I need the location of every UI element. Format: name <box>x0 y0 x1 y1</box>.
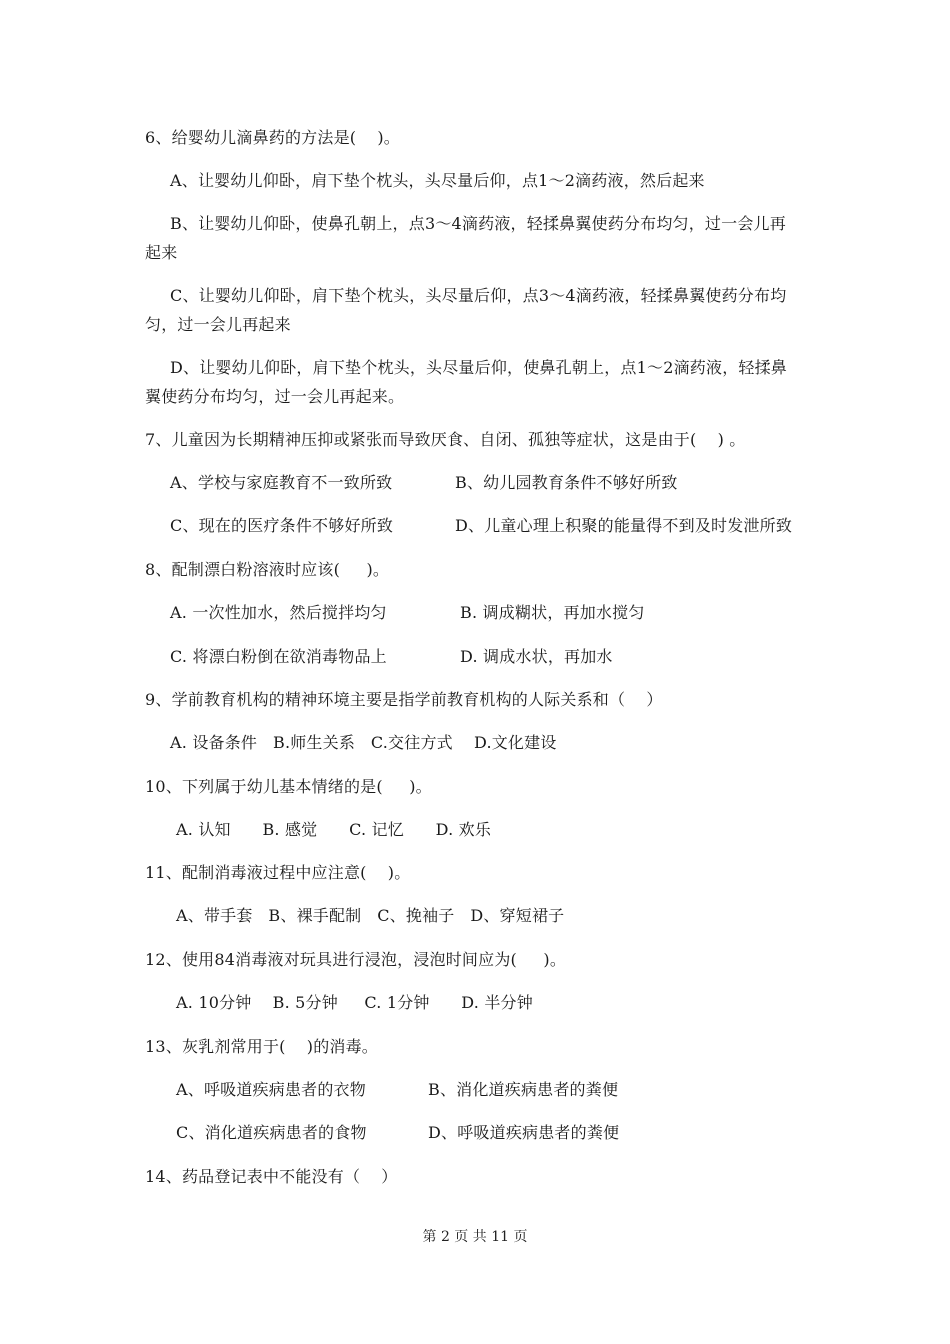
question-7-option-c: C、现在的医疗条件不够好所致 <box>170 516 394 535</box>
question-7-stem: 7、儿童因为长期精神压抑或紧张而导致厌食、自闭、孤独等症状，这是由于( ) 。 <box>145 430 746 449</box>
question-14-stem: 14、药品登记表中不能没有（ ） <box>145 1167 398 1186</box>
question-10-options: A. 认知 B. 感觉 C. 记忆 D. 欢乐 <box>176 820 492 839</box>
question-6-option-d-line1: D、让婴幼儿仰卧，肩下垫个枕头，头尽量后仰，使鼻孔朝上，点1～2滴药液，轻揉鼻 <box>170 358 787 377</box>
question-8-option-c: C. 将漂白粉倒在欲消毒物品上 <box>170 647 387 666</box>
question-13-option-a: A、呼吸道疾病患者的衣物 <box>176 1080 366 1099</box>
question-8-option-d: D. 调成水状，再加水 <box>460 647 613 666</box>
question-13-option-b: B、消化道疾病患者的粪便 <box>428 1080 619 1099</box>
question-6-option-c-line1: C、让婴幼儿仰卧，肩下垫个枕头，头尽量后仰，点3～4滴药液，轻揉鼻翼使药分布均 <box>170 286 787 305</box>
question-6-option-b-line1: B、让婴幼儿仰卧，使鼻孔朝上，点3～4滴药液，轻揉鼻翼使药分布均匀，过一会儿再 <box>170 214 786 233</box>
question-6-option-d-line2: 翼使药分布均匀，过一会儿再起来。 <box>145 387 405 406</box>
question-8-option-b: B. 调成糊状，再加水搅匀 <box>460 603 645 622</box>
question-6-option-a: A、让婴幼儿仰卧，肩下垫个枕头，头尽量后仰，点1～2滴药液，然后起来 <box>170 171 705 190</box>
question-11-stem: 11、配制消毒液过程中应注意( )。 <box>145 863 411 882</box>
question-9-stem: 9、学前教育机构的精神环境主要是指学前教育机构的人际关系和（ ） <box>145 690 663 709</box>
question-10-stem: 10、下列属于幼儿基本情绪的是( )。 <box>145 777 432 796</box>
question-13-stem: 13、灰乳剂常用于( )的消毒。 <box>145 1037 378 1056</box>
page-footer: 第 2 页 共 11 页 <box>422 1229 528 1245</box>
question-13-option-d: D、呼吸道疾病患者的粪便 <box>428 1123 620 1142</box>
question-9-options: A. 设备条件 B.师生关系 C.交往方式 D.文化建设 <box>170 733 557 752</box>
question-7-option-a: A、学校与家庭教育不一致所致 <box>170 473 393 492</box>
question-8-option-a: A. 一次性加水，然后搅拌均匀 <box>170 603 387 622</box>
question-7-option-d: D、儿童心理上积聚的能量得不到及时发泄所致 <box>455 516 793 535</box>
question-7-option-b: B、幼儿园教育条件不够好所致 <box>455 473 678 492</box>
question-8-stem: 8、配制漂白粉溶液时应该( )。 <box>145 560 390 579</box>
question-12-options: A. 10分钟 B. 5分钟 C. 1分钟 D. 半分钟 <box>176 993 533 1012</box>
question-13-option-c: C、消化道疾病患者的食物 <box>176 1123 367 1142</box>
question-6-option-b-line2: 起来 <box>145 243 178 262</box>
question-11-options: A、带手套 B、裸手配制 C、挽袖子 D、穿短裙子 <box>176 906 565 925</box>
question-6-stem: 6、给婴幼儿滴鼻药的方法是( )。 <box>145 128 401 147</box>
question-6-option-c-line2: 匀，过一会儿再起来 <box>145 315 291 334</box>
question-12-stem: 12、使用84消毒液对玩具进行浸泡，浸泡时间应为( )。 <box>145 950 567 969</box>
